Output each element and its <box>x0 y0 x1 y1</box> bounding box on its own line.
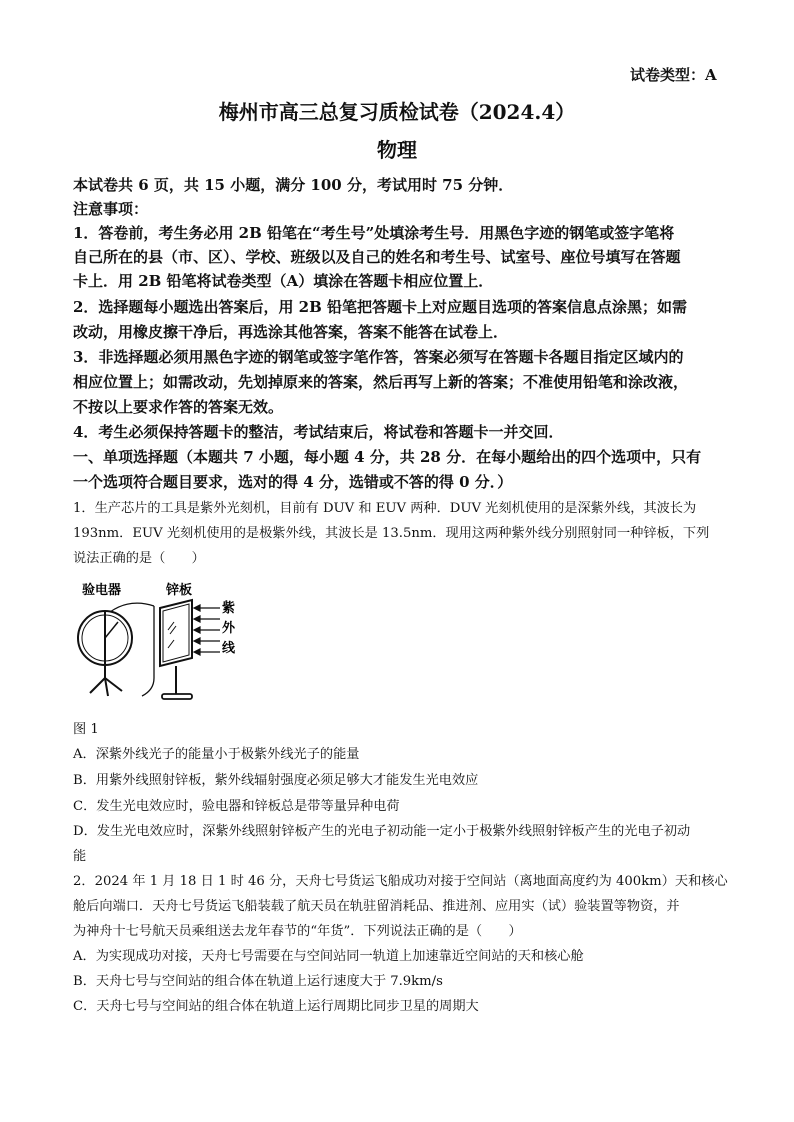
q1-stem-line: 说法正确的是（ ） <box>73 551 205 566</box>
notice-line: 1．答卷前，考生务必用 2B 铅笔在“考生号”处填涂考生号．用黑色字迹的钢笔或签字笔将 <box>73 224 675 242</box>
notice-line: 自己所在的县（市、区）、学校、班级以及自己的姓名和考生号、试室号、座位号填写在答题 <box>73 248 681 266</box>
zinc-plate <box>160 600 192 699</box>
q2-stem-line: 2．2024 年 1 月 18 日 1 时 46 分，天舟七号货运飞船成功对接于空间站（离地面高度约为 400km）天和核心 <box>73 874 728 889</box>
q2-stem-line: 舱后向端口．天舟七号货运飞船装载了航天员在轨驻留消耗品、推进剂、应用实（试）验装置等物资，并 <box>73 899 680 914</box>
exam-intro: 本试卷共 6 页，共 15 小题，满分 100 分，考试用时 75 分钟． <box>73 176 514 194</box>
uv-arrows <box>194 605 220 655</box>
notice-line: 不按以上要求作答的答案无效。 <box>73 398 284 416</box>
notice-line: 改动，用橡皮擦干净后，再选涂其他答案，答案不能答在试卷上． <box>73 323 509 341</box>
exam-title: 梅州市高三总复习质检试卷（2024.4） <box>218 100 576 124</box>
q1-option-a: A．深紫外线光子的能量小于极紫外线光子的能量 <box>73 747 360 762</box>
q1-option-d-cont: 能 <box>73 849 87 864</box>
connecting-wire <box>110 603 154 612</box>
section-heading: 一、单项选择题（本题共 7 小题，每小题 4 分，共 28 分．在每小题给出的四个选项中，只有 <box>73 448 702 466</box>
section-heading: 一个选项符合题目要求，选对的得 4 分，选错或不答的得 0 分．） <box>73 473 513 491</box>
notice-line: 2．选择题每小题选出答案后，用 2B 铅笔把答题卡上对应题目选项的答案信息点涂黑；如需 <box>73 298 688 316</box>
figure-caption: 图 1 <box>73 722 99 737</box>
connecting-wire <box>142 606 154 696</box>
label-uv: 紫 <box>222 601 236 616</box>
label-uv: 外 <box>222 621 236 636</box>
q1-option-d: D．发生光电效应时，深紫外线照射锌板产生的光电子初动能一定小于极紫外线照射锌板产生的光电子初动 <box>73 824 691 839</box>
photoelectric-figure <box>70 578 250 706</box>
q2-option-c: C．天舟七号与空间站的组合体在轨道上运行周期比同步卫星的周期大 <box>73 999 479 1014</box>
q1-stem-line: 193nm．EUV 光刻机使用的是极紫外线，其波长是 13.5nm．现用这两种紫外线分别照射同一种锌板，下列 <box>73 526 710 541</box>
notice-line: 卡上．用 2B 铅笔将试卷类型（A）填涂在答题卡相应位置上． <box>73 272 494 290</box>
electroscope <box>78 611 132 696</box>
paper-type: 试卷类型：A <box>630 66 717 84</box>
q2-option-a: A．为实现成功对接，天舟七号需要在与空间站同一轨道上加速靠近空间站的天和核心舱 <box>73 949 584 964</box>
q1-stem-line: 1．生产芯片的工具是紫外光刻机，目前有 DUV 和 EUV 两种．DUV 光刻机使用的是深紫外线，其波长为 <box>73 501 697 516</box>
label-zinc-plate: 锌板 <box>166 583 193 598</box>
q1-option-c: C．发生光电效应时，验电器和锌板总是带等量异种电荷 <box>73 799 400 814</box>
q1-option-b: B．用紫外线照射锌板，紫外线辐射强度必须足够大才能发生光电效应 <box>73 773 479 788</box>
notice-line: 相应位置上；如需改动，先划掉原来的答案，然后再写上新的答案；不准使用铅笔和涂改液， <box>73 373 689 391</box>
notice-line: 3．非选择题必须用黑色字迹的钢笔或签字笔作答，答案必须写在答题卡各题目指定区域内的 <box>73 348 684 366</box>
label-uv: 线 <box>222 641 236 656</box>
notice-heading: 注意事项： <box>73 200 149 218</box>
subject-title: 物理 <box>377 138 417 162</box>
label-electroscope: 验电器 <box>82 583 122 598</box>
q2-option-b: B．天舟七号与空间站的组合体在轨道上运行速度大于 7.9km/s <box>73 974 443 989</box>
notice-line: 4．考生必须保持答题卡的整洁，考试结束后，将试卷和答题卡一并交回． <box>73 423 564 441</box>
q2-stem-line: 为神舟十七号航天员乘组送去龙年春节的“年货”．下列说法正确的是（ ） <box>73 924 522 939</box>
